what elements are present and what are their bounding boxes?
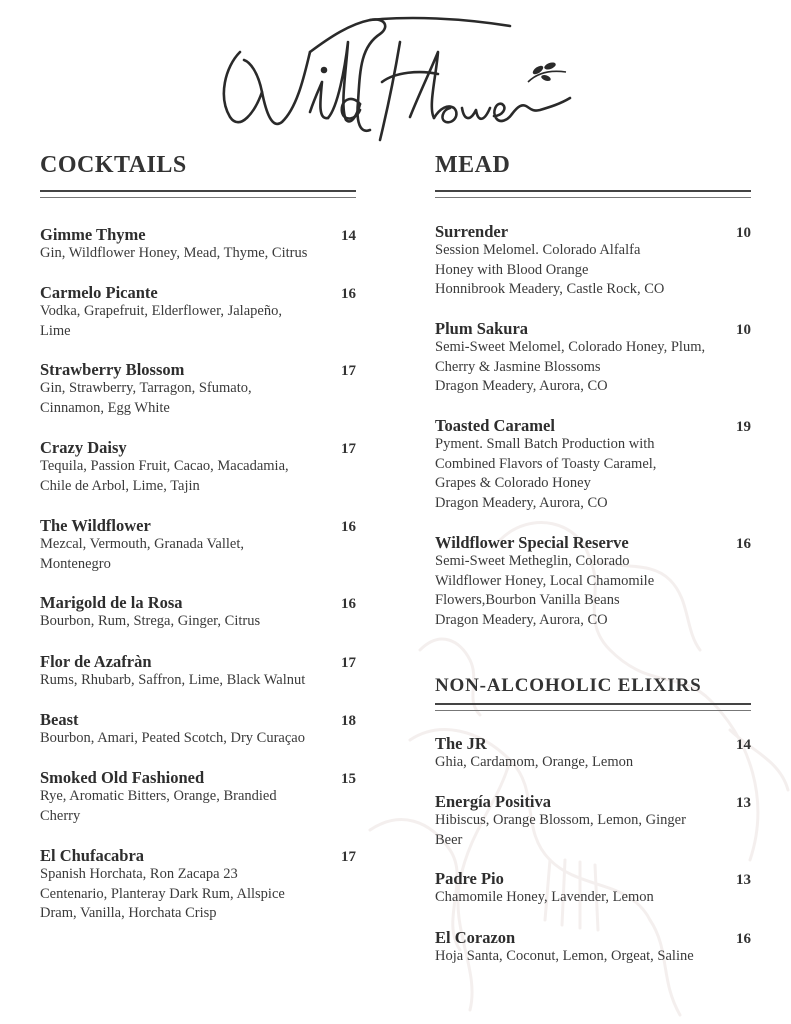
item-name: Flor de Azafràn [40,652,152,671]
menu-item [40,225,356,264]
item-price: 16 [341,286,356,302]
item-name: Plum Sakura [435,319,529,338]
item-price: 15 [341,771,356,787]
menu-item [435,734,751,773]
item-price: 17 [341,849,356,865]
menu-item [40,710,356,749]
item-description: Semi-Sweet Melomel, Colorado Honey, Plum, Cherry & Jasmine Blossoms Dragon Meadery, Aurora, CO [435,339,706,394]
menu-item [40,768,356,826]
item-price: 14 [341,228,356,244]
menu-item [435,792,751,850]
item-price: 13 [736,872,751,888]
item-description: Spanish Horchata, Ron Zacapa 23 Centenario, Planteray Dark Rum, Allspice Dram, Vanilla, Horchata Crisp [40,866,285,921]
item-name: Surrender [435,222,509,241]
item-name: El Corazon [435,928,516,947]
item-description: Rums, Rhubarb, Saffron, Lime, Black Walnut [40,672,306,688]
item-description: Gin, Strawberry, Tarragon, Sfumato, Cinnamon, Egg White [40,380,252,416]
item-price: 16 [341,519,356,535]
item-price: 16 [736,931,751,947]
menu-item [435,928,751,967]
item-description: Gin, Wildflower Honey, Mead, Thyme, Citrus [40,245,308,261]
item-description: Mezcal, Vermouth, Granada Vallet, Montenegro [40,536,245,572]
menu-item [435,869,751,908]
item-name: Strawberry Blossom [40,360,185,379]
elixirs-heading: NON-ALCOHOLIC ELIXIRS [435,675,702,696]
leaf-sprig-icon [528,61,566,82]
item-name: Marigold de la Rosa [40,593,183,612]
menu-item [435,222,751,300]
item-name: Toasted Caramel [435,416,555,435]
menu-item [40,360,356,418]
item-price: 19 [736,419,751,435]
item-price: 10 [736,225,751,241]
menu-item [40,438,356,496]
item-description: Hoja Santa, Coconut, Lemon, Orgeat, Saline [435,948,694,964]
item-name: Gimme Thyme [40,225,146,244]
item-price: 13 [736,795,751,811]
menu-item [40,652,356,691]
menu-item [40,593,356,632]
item-name: Carmelo Picante [40,283,158,302]
menu-item [40,516,356,574]
cocktails-heading: COCKTAILS [40,152,187,178]
menu-item [40,283,356,341]
item-price: 16 [341,596,356,612]
item-name: Crazy Daisy [40,438,127,457]
item-name: Energía Positiva [435,792,551,811]
item-price: 10 [736,322,751,338]
menu-item [435,416,751,513]
item-price: 18 [341,713,356,729]
item-description: Vodka, Grapefruit, Elderflower, Jalapeño, Lime [40,303,282,339]
wildflower-script-logo [210,12,580,147]
item-name: El Chufacabra [40,846,145,865]
item-name: Wildflower Special Reserve [435,533,629,552]
section-divider [435,703,751,711]
item-name: Smoked Old Fashioned [40,768,205,787]
item-description: Semi-Sweet Metheglin, Colorado Wildflower Honey, Local Chamomile Flowers,Bourbon Vanilla Beans Dragon Meadery, Aurora, CO [435,553,655,628]
item-price: 17 [341,655,356,671]
section-divider [40,190,356,198]
item-description: Bourbon, Amari, Peated Scotch, Dry Curaçao [40,730,305,746]
item-name: Padre Pio [435,869,504,888]
item-description: Ghia, Cardamom, Orange, Lemon [435,754,634,770]
section-divider [435,190,751,198]
item-description: Session Melomel. Colorado Alfalfa Honey with Blood Orange Honnibrook Meadery, Castle Rock, CO [435,242,665,297]
item-price: 14 [736,737,751,753]
item-price: 17 [341,441,356,457]
item-description: Hibiscus, Orange Blossom, Lemon, Ginger Beer [435,812,686,848]
menu-item [435,533,751,630]
item-price: 16 [736,536,751,552]
item-name: The JR [435,734,487,753]
menu-item [435,319,751,397]
menu-item [40,846,356,924]
item-name: Beast [40,710,79,729]
item-description: Chamomile Honey, Lavender, Lemon [435,889,654,905]
item-name: The Wildflower [40,516,151,535]
item-description: Pyment. Small Batch Production with Combined Flavors of Toasty Caramel, Grapes & Colorado Honey Dragon Meadery, Aurora, CO [435,436,657,511]
mead-heading: MEAD [435,152,511,178]
item-description: Tequila, Passion Fruit, Cacao, Macadamia, Chile de Arbol, Lime, Tajin [40,458,289,494]
item-price: 17 [341,363,356,379]
item-description: Rye, Aromatic Bitters, Orange, Brandied Cherry [40,788,277,824]
item-description: Bourbon, Rum, Strega, Ginger, Citrus [40,613,261,629]
